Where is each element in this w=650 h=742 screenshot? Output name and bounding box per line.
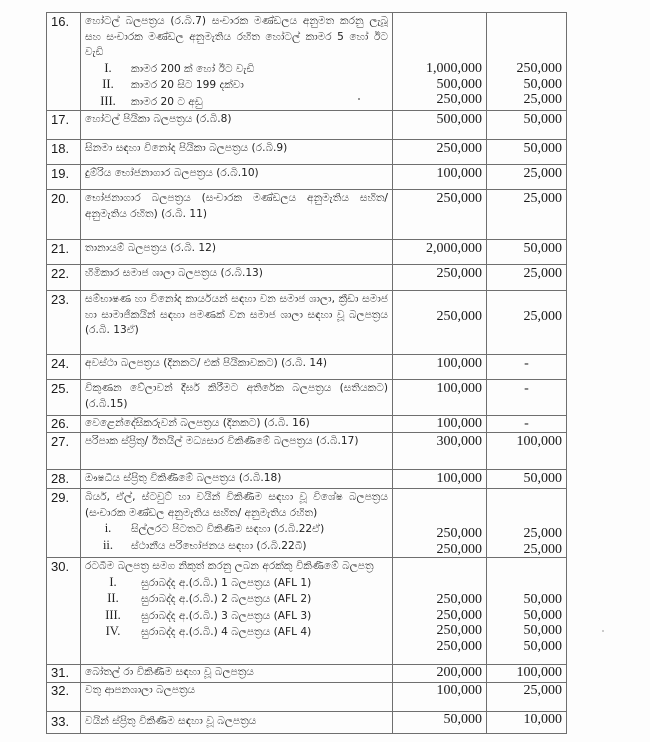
table-row [47,291,567,355]
table-row [47,416,567,433]
fee-value: 25,000 [523,541,562,557]
fee-value-b: 50,000 [487,140,567,165]
table-row [47,558,567,665]
table-row [47,265,567,291]
fee-value-b: 25,000 [487,683,567,712]
row-description: අවස්ථා බලපත්‍රය (දිනකට/ එක් පියිකාවකට) (ර.බි. 14) [81,355,393,380]
fee-value: 250,000 [436,607,482,623]
row-description [81,558,393,665]
row-description: භෝජනාගාර බලපත්‍රය (සංචාරක මණ්ඩලය අනුමැතිය සහිත/අනුමැතිය රහිත) (ර.බි. 11) [81,190,393,240]
fee-value-a: 100,000 [393,355,487,380]
table-row [47,140,567,165]
sub-item-roman: I. [109,574,117,589]
sub-item-text: කාමර 20 ට අඩු [131,95,203,108]
sub-item-roman: III. [105,607,121,622]
sub-item-roman: II. [102,77,114,91]
row-number: 17. [47,111,81,140]
row-number: 19. [47,165,81,190]
fee-value-b: 10,000 [487,712,567,734]
sub-item-roman: ii. [102,537,114,552]
sub-item [85,61,388,78]
fee-value: 250,000 [436,592,482,607]
row-description: හිමිකාර සමාජ ශාලා බලපත්‍රය (ර.බි.13) [81,265,393,291]
row-number: 29. [47,489,81,558]
row-number: 25. [47,380,81,416]
fee-value: 250,000 [436,623,482,638]
sub-item-text: සුරාබද්ද අ.(ර.බි.) 2 බලපත්‍රය (AFL 2) [141,593,312,605]
row-number: 22. [47,265,81,291]
sub-item-text: ස්ථානීය පරිභෝජනය සඳහා (ර.බි.22බී) [131,539,307,552]
fee-value-a: 100,000 [393,470,487,489]
fee-column-b [487,489,567,558]
table-row [47,190,567,240]
fee-value: 250,000 [436,526,482,541]
fee-value-b: 25,000 [487,165,567,190]
row-description-text: බියර්, ඒල්, ස්ටවුට් හා වයින් විකිණීම සඳහා වූ විශේෂ බලපත්‍රය (සංචාරක මණ්ඩල අනුමැතිය සහිත/ අනුමැතිය රහිත) [85,491,388,519]
sub-item-text: සුරාබද්ද අ.(ර.බි.) 1 බලපත්‍රය (AFL 1) [141,576,312,589]
fee-column-a [393,489,487,558]
fee-value: 25,000 [523,526,562,541]
row-description: සිනමා සඳහා විනෝද පියිකා බලපත්‍රය (ර.බි.9) [81,140,393,165]
fee-value: 250,000 [436,638,482,654]
fee-value: 50,000 [523,623,562,638]
row-description: හෝටල් පියිකා බලපත්‍රය (ර.බි.8) [81,111,393,140]
row-description [81,13,393,111]
row-number: 21. [47,240,81,265]
sub-item-text: සුරාබද්ද අ.(ර.බි.) 4 බලපත්‍රය (AFL 4) [141,626,312,638]
fee-column-a [393,558,487,665]
sub-item [85,521,388,538]
licence-fee-table [46,12,567,734]
fee-value: 250,000 [436,541,482,557]
row-number: 24. [47,355,81,380]
table-row [47,13,567,111]
sub-item [85,591,388,608]
table-row [47,665,567,683]
sub-item-text: කාමර 20 සිට 199 දක්වා [131,79,244,91]
row-description [81,489,393,558]
fee-value: 50,000 [523,76,562,92]
sub-item [85,77,388,94]
fee-value-a: 100,000 [393,416,487,433]
table-row [47,433,567,470]
fee-value: 25,000 [523,92,562,107]
row-description: වෙළෙන්දේසිකරුවන් බලපත්‍රය (දිනකට) (ර.බි. 16) [81,416,393,433]
fee-value-b: 50,000 [487,240,567,265]
sub-item-roman: III. [100,93,116,108]
fee-value: 250,000 [516,61,562,76]
sub-item-roman: I. [104,60,112,75]
table-row [47,355,567,380]
fee-value-a: 250,000 [393,140,487,165]
table-row [47,470,567,489]
table-row [47,712,567,734]
sub-item [85,624,388,641]
fee-value-b: 50,000 [487,111,567,140]
fee-value-b: 25,000 [487,265,567,291]
fee-value-a: 200,000 [393,665,487,683]
fee-value-a: 50,000 [393,712,487,734]
fee-value-a: 100,000 [393,380,487,416]
fee-value-b: - [487,355,567,380]
fee-value-b: 100,000 [487,433,567,470]
sub-item-roman: i. [104,521,112,535]
sub-item-text: සුරාබද්ද අ.(ර.බි.) 3 බලපත්‍රය (AFL 3) [141,609,312,622]
row-description: සම්භාෂණ හා විනෝද කාර්යයන් සඳහා වන සමාජ ශාලා, ක්‍රීඩා සමාජ හා සාමාජිකයින් සඳහා පමණක් වන සමාජ ශාලා සඳහා වූ බලපත්‍රය (ර.බි. 13ඒ) [81,291,393,355]
sub-item-text: කාමර 200 ක් හෝ ඊට වැඩි [131,62,255,75]
row-description-text: රටබීම බලපත්‍ර සමග නිකුත් කරනු ලබන අරක්කු විකිණීමේ බලපත්‍ර [85,560,374,572]
fee-value-b: - [487,380,567,416]
fee-value-b: 100,000 [487,665,567,683]
table-row [47,240,567,265]
row-description: තානායම් බලපත්‍රය (ර.බි. 12) [81,240,393,265]
table-row [47,111,567,140]
row-number: 18. [47,140,81,165]
fee-value: 50,000 [523,607,562,623]
sub-item [85,94,388,111]
row-description-text: හෝටල් බලපත්‍රය (ර.බි.7) සංචාරක මණ්ඩලය අනුමත කරනු ලැබූ සහ සංචාරක මණ්ඩල අනුමැතිය රහිත හෝටල් කාමර 5 හෝ ඊට වැඩි [85,15,388,58]
fee-value-a: 250,000 [393,190,487,240]
sub-item [85,608,388,625]
row-number: 30. [47,558,81,665]
row-number: 16. [47,13,81,111]
row-number: 20. [47,190,81,240]
fee-value-a: 300,000 [393,433,487,470]
table-row [47,683,567,712]
fee-column-a [393,13,487,111]
row-description: බෝතල් රා විකිණීම සඳහා වූ බලපත්‍රය [81,665,393,683]
fee-value-a: 250,000 [393,265,487,291]
fee-value-b: 25,000 [487,190,567,240]
table-row [47,380,567,416]
fee-value-b: - [487,416,567,433]
sub-item-roman: IV. [105,624,121,638]
fee-value-b: 25,000 [487,291,567,355]
scan-speck [358,98,360,100]
sub-item [85,575,388,592]
sub-item-roman: II. [107,591,119,605]
row-number: 32. [47,683,81,712]
fee-value-a: 250,000 [393,291,487,355]
row-number: 26. [47,416,81,433]
scan-speck [602,630,604,632]
fee-value-a: 2,000,000 [393,240,487,265]
sub-item-text: සිල්ලරට පිටතට විකිණීම සඳහා (ර.බි.22ඒ) [131,523,325,535]
sub-item [85,538,388,555]
fee-value: 250,000 [436,92,482,107]
row-number: 33. [47,712,81,734]
fee-value: 50,000 [523,638,562,654]
fee-value-b: 50,000 [487,470,567,489]
row-number: 27. [47,433,81,470]
fee-value-a: 100,000 [393,165,487,190]
fee-value: 1,000,000 [426,61,482,76]
row-description: ඖෂධීය ස්ප්‍රිතු විකිණීමේ බලපත්‍රය (ර.බි.18) [81,470,393,489]
fee-value-a: 100,000 [393,683,487,712]
fee-column-b [487,558,567,665]
fee-value: 500,000 [436,76,482,92]
fee-value-a: 500,000 [393,111,487,140]
row-description: වතු ආපනශාලා බලපත්‍රය [81,683,393,712]
fee-column-b [487,13,567,111]
row-description: පරිපාක ස්ප්‍රිතු/ ඊතයිල් මධ්‍යසාර විකිණීමේ බලපත්‍රය (ර.බි.17) [81,433,393,470]
row-description: වයින් ස්ප්‍රිතු විකිණීම සඳහා වූ බලපත්‍රය [81,712,393,734]
fee-value: 50,000 [523,592,562,607]
row-description: දුම්රිය භෝජනාගාර බලපත්‍රය (ර.බි.10) [81,165,393,190]
row-number: 23. [47,291,81,355]
row-description: විකුණන වේලාවන් දීර්ඝ කිරීමට අතිරේක බලපත්‍රය (සතියකට) (ර.බි.15) [81,380,393,416]
row-number: 28. [47,470,81,489]
table-row [47,165,567,190]
row-number: 31. [47,665,81,683]
table-row [47,489,567,558]
